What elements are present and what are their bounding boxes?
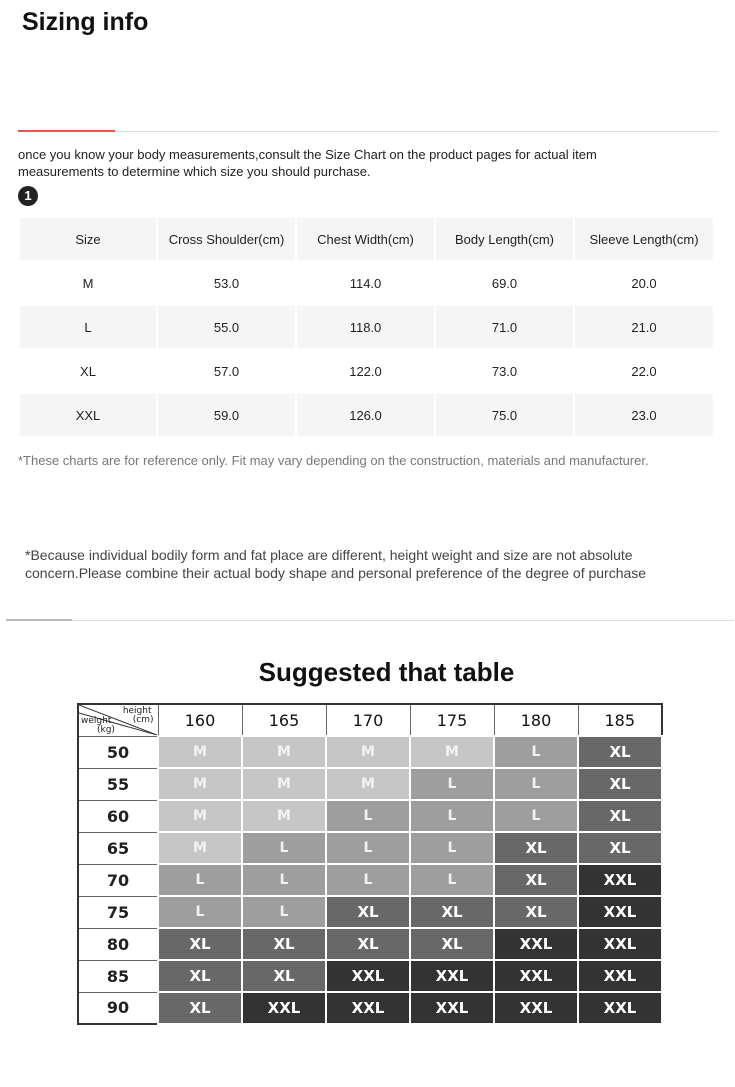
suggested-size-cell: XL xyxy=(578,768,662,800)
suggested-size-cell: L xyxy=(326,864,410,896)
size-chart-cell: 126.0 xyxy=(297,394,434,436)
suggested-size-cell: XL xyxy=(158,992,242,1024)
suggested-size-cell: L xyxy=(494,736,578,768)
suggested-size-cell: XXL xyxy=(494,960,578,992)
size-chart-cell: 73.0 xyxy=(436,350,573,392)
suggested-size-cell: L xyxy=(242,864,326,896)
size-chart-cell: XXL xyxy=(20,394,156,436)
suggested-row xyxy=(78,960,662,992)
size-chart-row xyxy=(20,394,713,436)
size-chart-row xyxy=(20,350,713,392)
suggested-size-cell: XXL xyxy=(578,864,662,896)
size-chart-cell: 122.0 xyxy=(297,350,434,392)
weight-cell: 70 xyxy=(78,864,158,896)
suggested-size-cell: M xyxy=(326,736,410,768)
size-chart-cell: 75.0 xyxy=(436,394,573,436)
size-chart-cell: L xyxy=(20,306,156,348)
size-chart-cell: 114.0 xyxy=(297,262,434,304)
size-chart-header-cell: Size xyxy=(20,218,156,260)
size-chart-cell: XL xyxy=(20,350,156,392)
suggested-size-cell: L xyxy=(158,896,242,928)
suggested-row xyxy=(78,992,662,1024)
size-chart-cell: 71.0 xyxy=(436,306,573,348)
suggested-row xyxy=(78,928,662,960)
suggested-size-cell: M xyxy=(158,800,242,832)
size-chart-header-row xyxy=(20,218,713,260)
corner-header-cell xyxy=(78,704,158,736)
size-chart-header-cell: Body Length(cm) xyxy=(436,218,573,260)
intro-text: once you know your body measurements,consult the Size Chart on the product pages for actual item measurements to determine which size you should purchase. xyxy=(18,147,597,179)
weight-cell: 75 xyxy=(78,896,158,928)
size-chart-header-cell: Chest Width(cm) xyxy=(297,218,434,260)
suggested-size-cell: XL xyxy=(242,928,326,960)
suggested-size-cell: XL xyxy=(410,928,494,960)
suggested-size-cell: XXL xyxy=(578,992,662,1024)
suggested-size-cell: L xyxy=(494,768,578,800)
section-divider-2-accent xyxy=(6,619,72,621)
weight-cell: 65 xyxy=(78,832,158,864)
size-chart-header-cell: Sleeve Length(cm) xyxy=(575,218,713,260)
suggested-row xyxy=(78,864,662,896)
size-chart-cell: 53.0 xyxy=(158,262,295,304)
suggested-size-cell: XXL xyxy=(326,992,410,1024)
height-header-cell: 170 xyxy=(326,704,410,736)
size-chart-cell: 55.0 xyxy=(158,306,295,348)
suggested-size-cell: XXL xyxy=(578,896,662,928)
suggested-size-cell: XXL xyxy=(494,992,578,1024)
reference-note: *These charts are for reference only. Fit may vary depending on the construction, materials and manufacturer. xyxy=(18,453,649,468)
weight-cell: 50 xyxy=(78,736,158,768)
suggestion-title: Suggested that table xyxy=(258,657,515,687)
weight-cell: 60 xyxy=(78,800,158,832)
height-header-cell: 185 xyxy=(578,704,662,736)
suggested-row xyxy=(78,896,662,928)
weight-cell: 85 xyxy=(78,960,158,992)
height-header-cell: 165 xyxy=(242,704,326,736)
suggested-size-cell: XL xyxy=(326,928,410,960)
size-chart-table xyxy=(18,216,715,438)
size-chart-cell: 69.0 xyxy=(436,262,573,304)
height-header-cell: 180 xyxy=(494,704,578,736)
suggested-size-cell: XL xyxy=(410,896,494,928)
suggested-size-cell: XL xyxy=(326,896,410,928)
suggested-size-cell: XL xyxy=(494,832,578,864)
height-header-cell: 175 xyxy=(410,704,494,736)
suggested-size-cell: L xyxy=(242,896,326,928)
suggested-row xyxy=(78,832,662,864)
suggested-size-cell: XXL xyxy=(578,928,662,960)
section-divider-2 xyxy=(6,620,734,621)
corner-height-unit: (cm) xyxy=(132,715,154,725)
corner-height-label: height xyxy=(122,706,152,716)
suggested-size-cell: M xyxy=(410,736,494,768)
step-number-badge: 1 xyxy=(18,186,38,206)
suggested-size-cell: L xyxy=(326,832,410,864)
size-chart-cell: 118.0 xyxy=(297,306,434,348)
suggested-size-cell: M xyxy=(242,800,326,832)
suggested-size-cell: XXL xyxy=(578,960,662,992)
suggested-size-table xyxy=(77,703,663,1025)
body-shape-note: *Because individual bodily form and fat place are different, height weight and size are not absolute concern.Please combine their actual body shape and personal preference of the degree of purchase xyxy=(25,547,647,581)
section-divider xyxy=(18,131,718,132)
size-chart-header-cell: Cross Shoulder(cm) xyxy=(158,218,295,260)
suggested-size-cell: XXL xyxy=(494,928,578,960)
size-chart-cell: 57.0 xyxy=(158,350,295,392)
suggested-row xyxy=(78,800,662,832)
suggested-size-cell: L xyxy=(494,800,578,832)
suggested-size-cell: M xyxy=(242,768,326,800)
suggested-size-cell: L xyxy=(326,800,410,832)
weight-cell: 80 xyxy=(78,928,158,960)
size-chart-cell: 20.0 xyxy=(575,262,713,304)
suggested-size-cell: XL xyxy=(158,960,242,992)
page-title: Sizing info xyxy=(22,8,149,36)
suggested-size-cell: M xyxy=(158,832,242,864)
suggested-row xyxy=(78,768,662,800)
size-chart-row xyxy=(20,306,713,348)
suggested-size-cell: L xyxy=(242,832,326,864)
suggested-size-cell: M xyxy=(326,768,410,800)
suggested-size-cell: XL xyxy=(242,960,326,992)
weight-cell: 55 xyxy=(78,768,158,800)
suggested-size-cell: L xyxy=(410,800,494,832)
corner-weight-unit: (kg) xyxy=(97,725,115,735)
size-chart-cell: 59.0 xyxy=(158,394,295,436)
suggested-size-cell: XL xyxy=(578,736,662,768)
suggested-size-cell: L xyxy=(410,864,494,896)
suggested-size-cell: XXL xyxy=(410,960,494,992)
suggested-size-cell: XL xyxy=(578,800,662,832)
suggested-size-cell: XXL xyxy=(242,992,326,1024)
suggested-size-cell: M xyxy=(242,736,326,768)
section-divider-accent xyxy=(18,130,115,132)
suggested-size-cell: XL xyxy=(578,832,662,864)
height-header-cell: 160 xyxy=(158,704,242,736)
size-chart-cell: 23.0 xyxy=(575,394,713,436)
suggested-size-cell: XL xyxy=(158,928,242,960)
corner-weight-label: weight xyxy=(81,716,112,726)
suggested-size-cell: L xyxy=(410,768,494,800)
suggested-size-cell: L xyxy=(158,864,242,896)
size-chart-cell: 21.0 xyxy=(575,306,713,348)
suggested-header-row xyxy=(78,704,662,736)
suggested-size-cell: XXL xyxy=(326,960,410,992)
suggested-size-cell: L xyxy=(410,832,494,864)
suggested-size-cell: XL xyxy=(494,864,578,896)
suggested-row xyxy=(78,736,662,768)
size-chart-cell: 22.0 xyxy=(575,350,713,392)
suggested-size-cell: M xyxy=(158,736,242,768)
weight-cell: 90 xyxy=(78,992,158,1024)
suggested-size-cell: XL xyxy=(494,896,578,928)
size-chart-row xyxy=(20,262,713,304)
suggested-size-cell: XXL xyxy=(410,992,494,1024)
suggested-size-cell: M xyxy=(158,768,242,800)
size-chart-cell: M xyxy=(20,262,156,304)
